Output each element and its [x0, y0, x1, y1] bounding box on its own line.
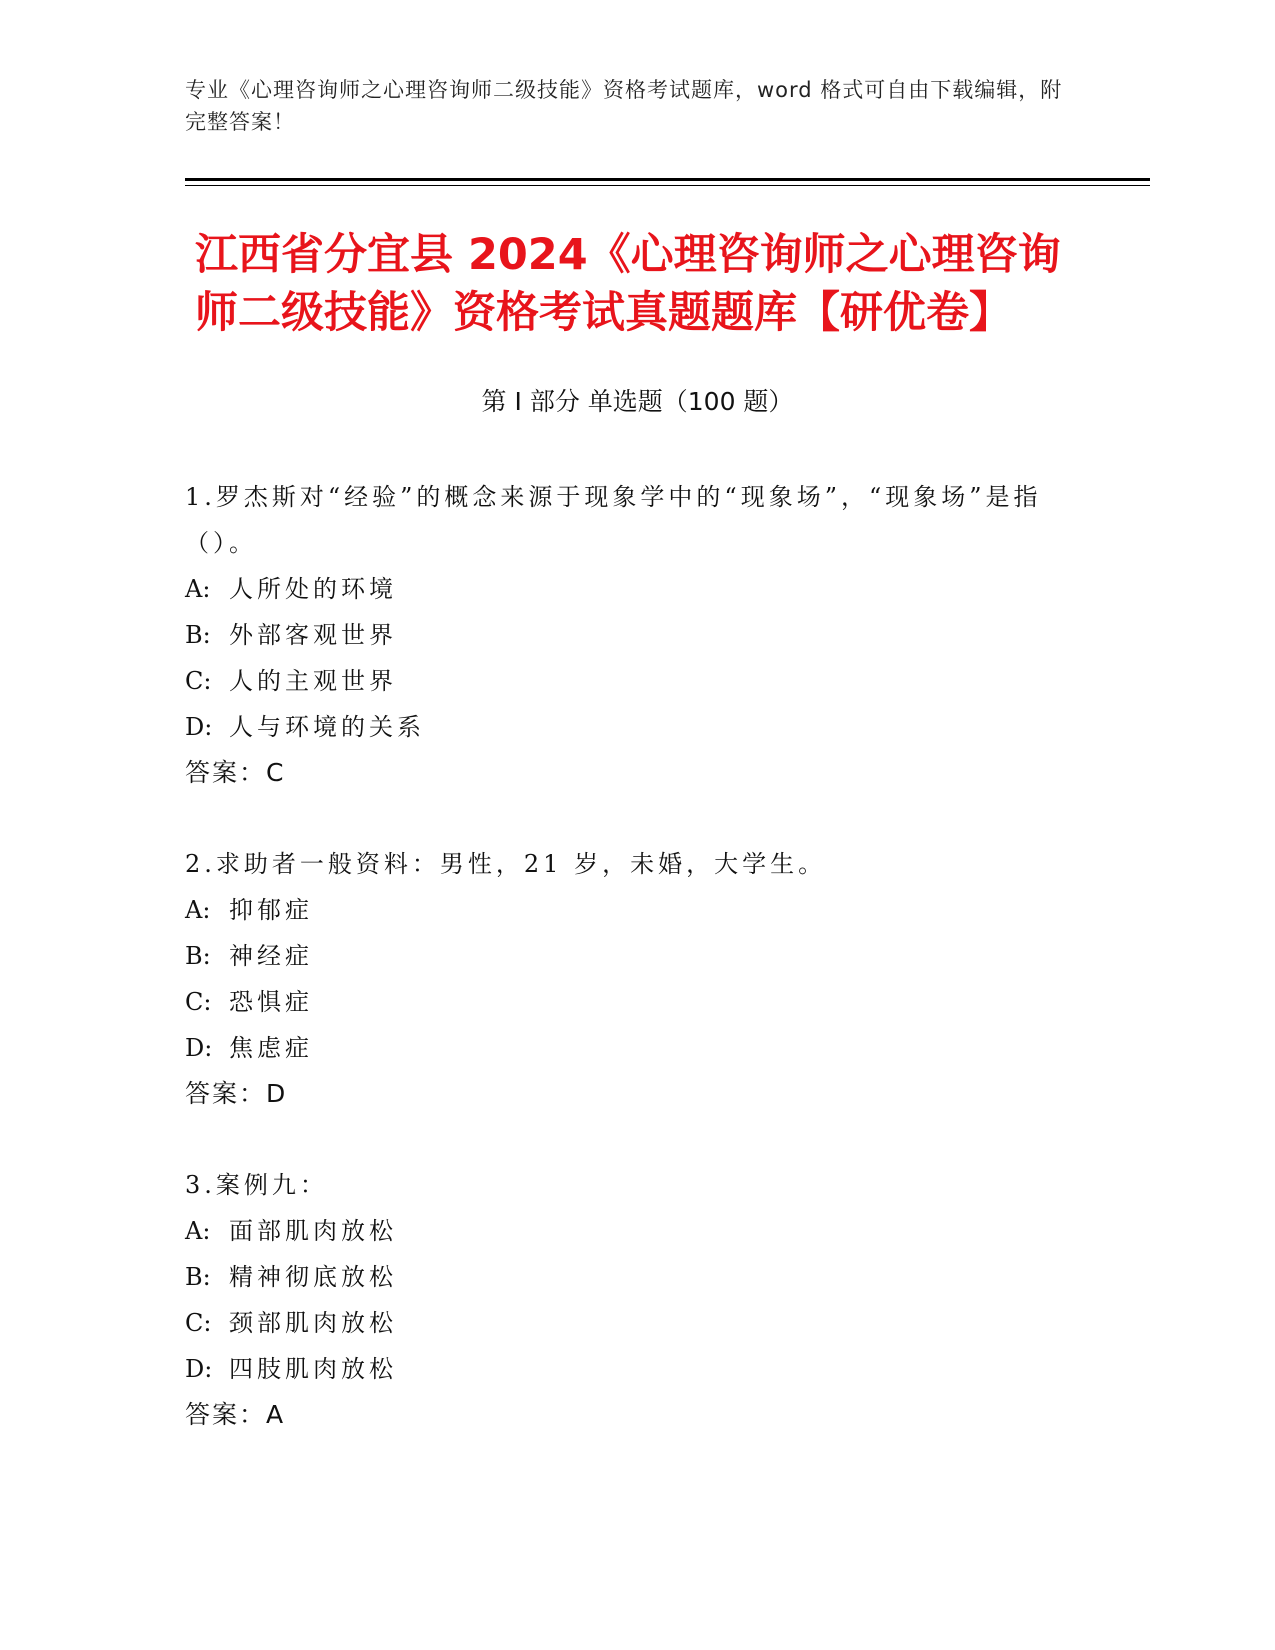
- option-c: [185, 979, 1085, 1025]
- header-divider-thick: [185, 178, 1150, 181]
- option-letter: C:: [185, 1309, 212, 1337]
- option-text: 外部客观世界: [229, 621, 397, 649]
- question-item: [185, 1162, 1085, 1438]
- option-d: [185, 704, 1085, 750]
- option-letter: A:: [185, 575, 211, 603]
- question-item: [185, 474, 1085, 796]
- option-letter: D:: [185, 1034, 213, 1062]
- option-letter: A:: [185, 896, 211, 924]
- document-title: 江西省分宜县 2024《心理咨询师之心理咨询师二级技能》资格考试真题题库【研优卷】: [195, 230, 1061, 338]
- question-stem: 3.案例九：: [185, 1171, 328, 1199]
- option-text: 神经症: [229, 942, 313, 970]
- answer-line: 答案：D: [185, 1079, 288, 1108]
- section-heading: 第 I 部分 单选题（100 题）: [481, 387, 794, 416]
- option-text: 焦虑症: [229, 1034, 313, 1062]
- option-letter: C:: [185, 988, 212, 1016]
- option-a: [185, 1208, 1085, 1254]
- option-c: [185, 1300, 1085, 1346]
- question-stem: 1.罗杰斯对“经验”的概念来源于现象学中的“现象场”，“现象场”是指（）。: [185, 483, 1042, 557]
- option-d: [185, 1346, 1085, 1392]
- option-text: 面部肌肉放松: [229, 1217, 397, 1245]
- option-letter: B:: [185, 621, 211, 649]
- answer-line: 答案：A: [185, 1400, 286, 1429]
- question-stem: 2.求助者一般资料：男性，21 岁，未婚，大学生。: [185, 850, 827, 878]
- question-item: [185, 841, 1085, 1117]
- option-letter: B:: [185, 1263, 211, 1291]
- option-b: [185, 612, 1085, 658]
- option-text: 人与环境的关系: [229, 713, 425, 741]
- option-letter: B:: [185, 942, 211, 970]
- header-note: 专业《心理咨询师之心理咨询师二级技能》资格考试题库，word 格式可自由下载编辑，附完整答案！: [185, 78, 1063, 134]
- option-d: [185, 1025, 1085, 1071]
- option-text: 精神彻底放松: [229, 1263, 397, 1291]
- option-b: [185, 933, 1085, 979]
- option-a: [185, 566, 1085, 612]
- option-text: 四肢肌肉放松: [229, 1355, 397, 1383]
- answer-line: 答案：C: [185, 758, 286, 787]
- header-divider-thin: [185, 185, 1150, 186]
- option-b: [185, 1254, 1085, 1300]
- option-text: 恐惧症: [229, 988, 313, 1016]
- option-letter: D:: [185, 1355, 213, 1383]
- option-letter: D:: [185, 713, 213, 741]
- option-c: [185, 658, 1085, 704]
- option-letter: A:: [185, 1217, 211, 1245]
- option-text: 人所处的环境: [229, 575, 397, 603]
- option-text: 颈部肌肉放松: [229, 1309, 397, 1337]
- option-text: 抑郁症: [229, 896, 313, 924]
- option-text: 人的主观世界: [229, 667, 397, 695]
- option-a: [185, 887, 1085, 933]
- question-list: [185, 474, 1085, 1483]
- option-letter: C:: [185, 667, 212, 695]
